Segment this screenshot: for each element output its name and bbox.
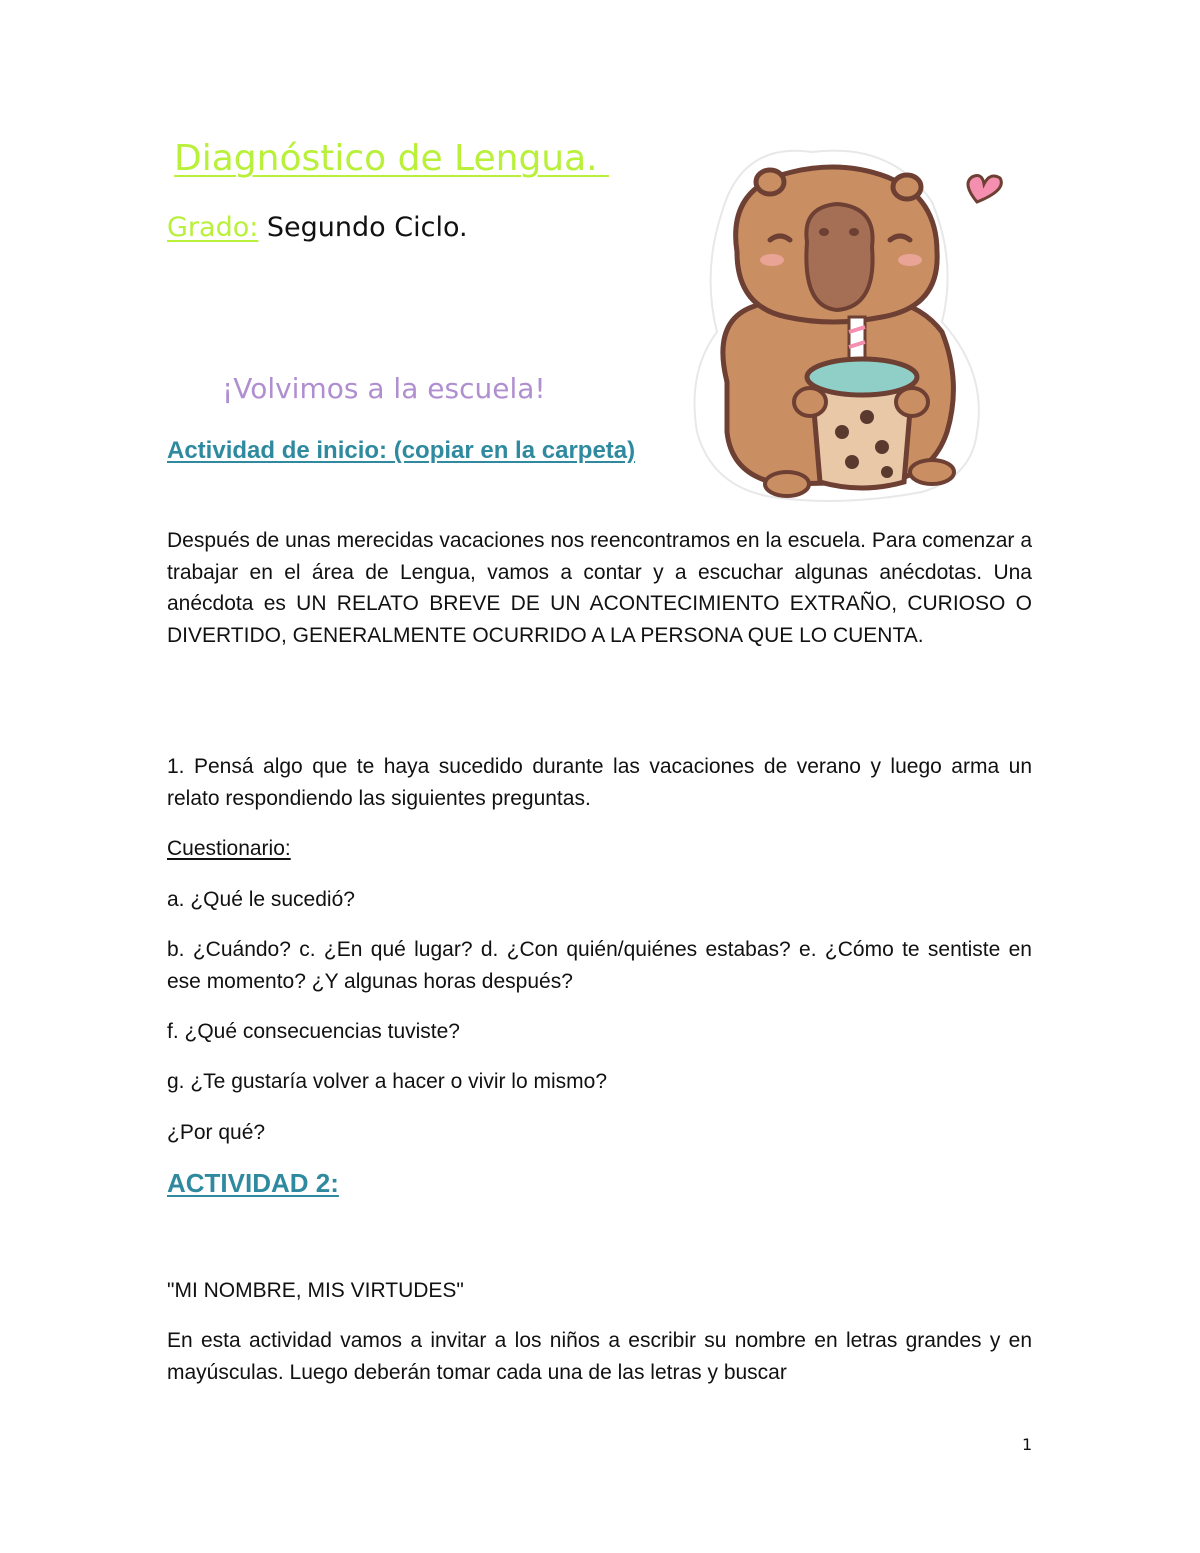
grade-line: [167, 212, 468, 243]
subtitle: ¡Volvimos a la escuela!: [222, 372, 546, 405]
question-why: ¿Por qué?: [167, 1121, 266, 1144]
question-a: a. ¿Qué le sucedió?: [167, 888, 355, 911]
intro-paragraph: Después de unas merecidas vacaciones nos reencontramos en la escuela. Para comenzar a trabajar en el área de Lengua, vamos a contar y a escuchar algunas anécdotas. Una anécdota es UN RELATO BREVE DE UN ACONTECIMIENTO EXTRAÑO, CURIOSO O DIVERTIDO, GENERALMENTE OCURRIDO A LA PERSONA QUE LO CUENTA.: [167, 529, 1032, 647]
question-f: f. ¿Qué consecuencias tuviste?: [167, 1020, 460, 1043]
activity-1-heading: Actividad de inicio: (copiar en la carpeta): [167, 437, 636, 464]
grade-value: Segundo Ciclo.: [258, 212, 468, 243]
grade-label: Grado:: [167, 212, 259, 243]
capybara-illustration: [682, 132, 1012, 512]
document-title: Diagnóstico de Lengua.: [174, 138, 610, 179]
page-number: 1: [1022, 1435, 1033, 1454]
question-g: g. ¿Te gustaría volver a hacer o vivir lo mismo?: [167, 1070, 607, 1093]
activity-2-title: "MI NOMBRE, MIS VIRTUDES": [167, 1279, 464, 1302]
activity-2-paragraph: En esta actividad vamos a invitar a los niños a escribir su nombre en letras grandes y en mayúsculas. Luego deberán tomar cada una de las letras y buscar: [167, 1329, 1032, 1384]
instruction-1: 1. Pensá algo que te haya sucedido durante las vacaciones de verano y luego arma un relato respondiendo las siguientes preguntas.: [167, 755, 1032, 810]
capybara-icon: [682, 132, 1012, 512]
question-b-e: b. ¿Cuándo? c. ¿En qué lugar? d. ¿Con quién/quiénes estabas? e. ¿Cómo te sentiste en ese momento? ¿Y algunas horas después?: [167, 938, 1032, 993]
activity-2-heading: ACTIVIDAD 2:: [167, 1168, 339, 1198]
cuestionario-label: Cuestionario:: [167, 837, 291, 860]
